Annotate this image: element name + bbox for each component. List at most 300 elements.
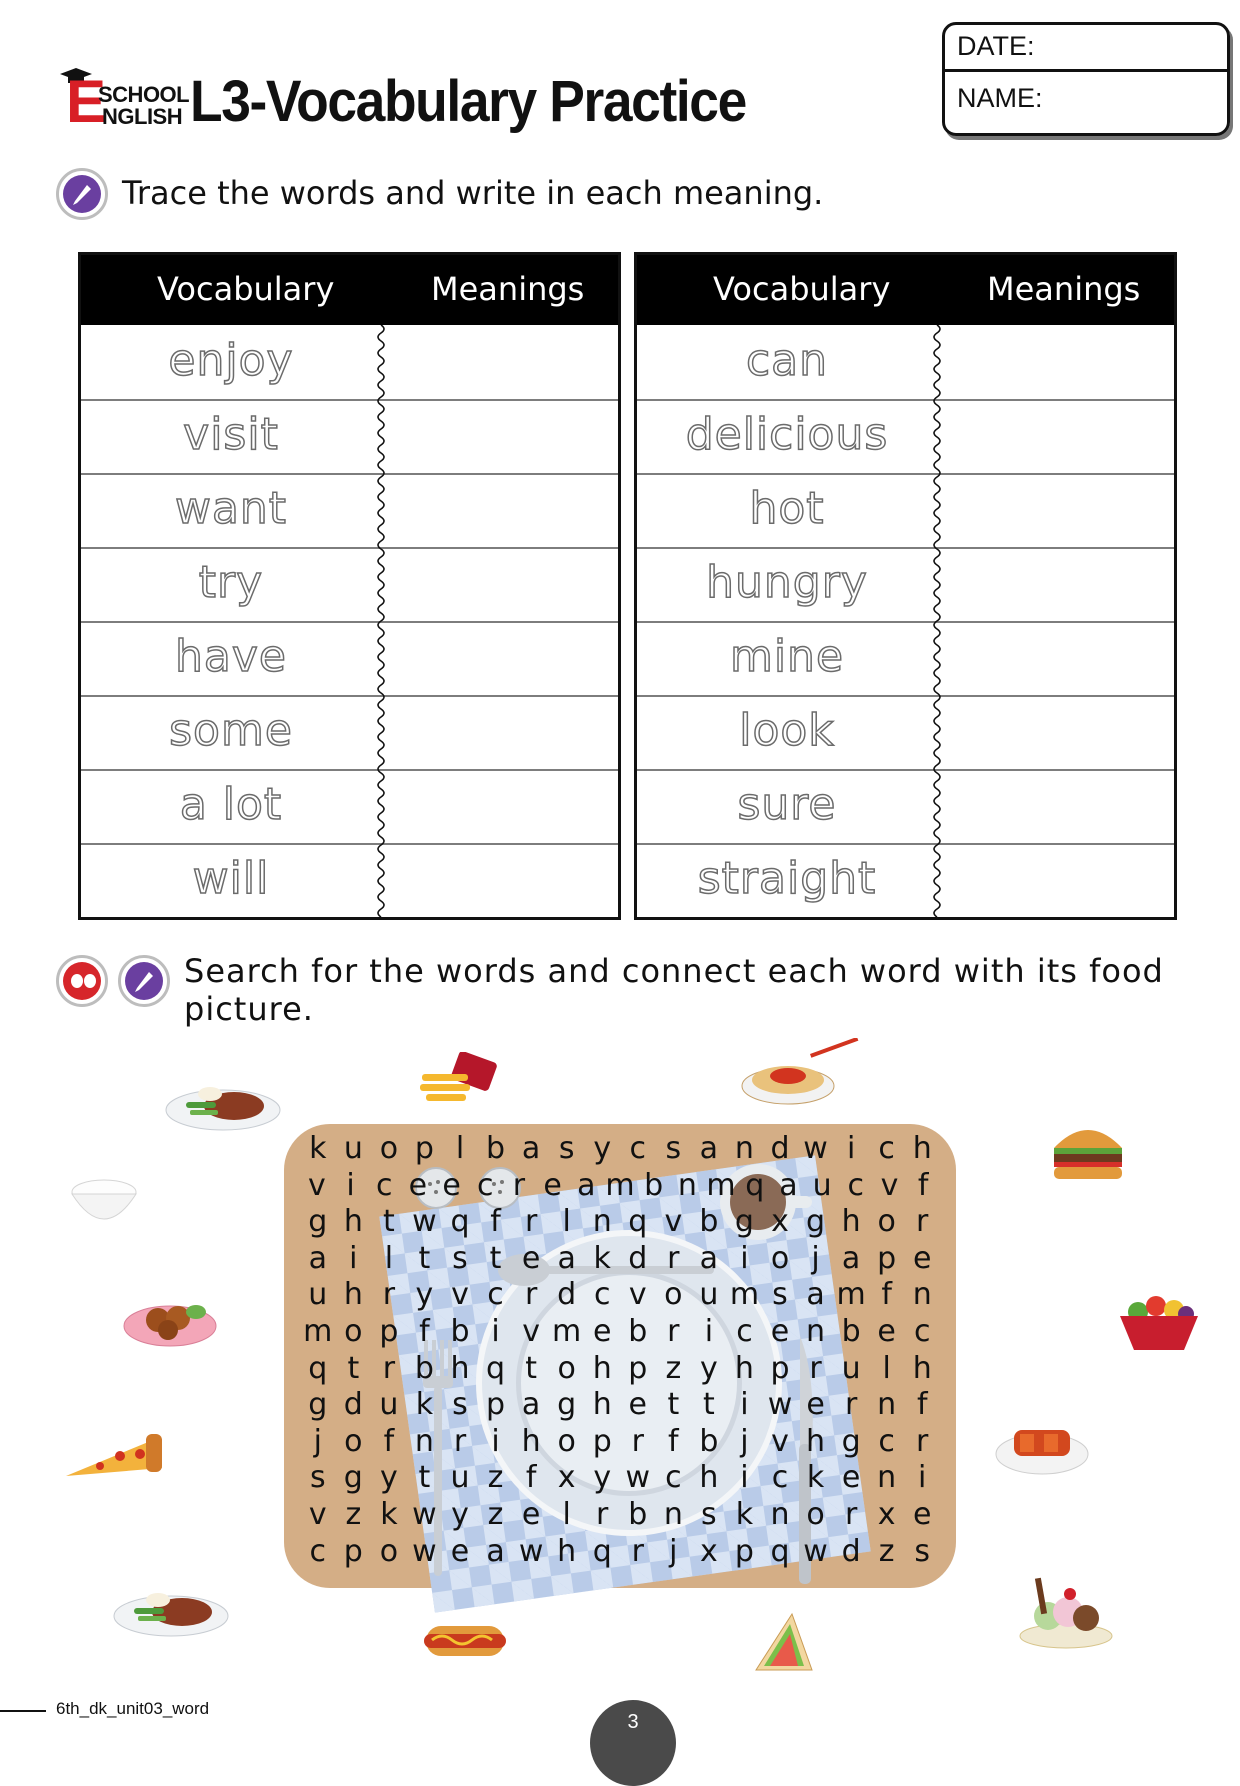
grid-letter[interactable]: n [734,1131,754,1166]
spaghetti-icon[interactable] [740,1038,860,1108]
grid-letter[interactable]: g [841,1423,861,1459]
grid-letter[interactable]: h [521,1423,541,1459]
eyes-icon [56,955,108,1007]
trace-word: delicious [685,409,889,460]
grid-letter[interactable]: a [699,1131,719,1166]
grid-letter[interactable]: o [806,1497,825,1532]
grid-letter[interactable]: l [882,1350,891,1386]
grid-letter[interactable]: k [806,1460,825,1496]
date-name-box [942,22,1230,136]
grid-letter[interactable]: d [628,1240,648,1276]
grid-letter[interactable]: c [771,1460,789,1496]
steak-icon[interactable] [112,1586,230,1638]
grid-letter[interactable]: m [552,1314,582,1349]
grid-letter[interactable]: a [806,1277,825,1313]
grid-letter[interactable]: t [382,1204,395,1240]
meaning-write-area[interactable] [387,695,617,769]
grid-letter[interactable]: o [877,1204,896,1240]
row-divider [81,547,618,549]
grid-letter[interactable]: e [521,1240,541,1276]
grid-letter[interactable]: t [418,1240,431,1276]
grid-letter[interactable]: b [414,1350,434,1386]
grid-letter[interactable]: v [308,1497,327,1532]
meaning-write-area[interactable] [943,473,1173,547]
grid-letter[interactable]: o [664,1277,683,1313]
grid-letter[interactable]: u [699,1277,719,1313]
grid-letter[interactable]: c [878,1131,895,1166]
meaning-write-area[interactable] [943,325,1173,399]
grid-letter[interactable]: s [452,1387,468,1423]
grid-letter[interactable]: r [631,1423,644,1459]
page-number-text: 3 [627,1711,639,1733]
vocabulary-table-right [634,252,1177,920]
grid-letter[interactable]: n [414,1423,434,1459]
grid-letter[interactable]: b [628,1497,648,1532]
grid-letter[interactable]: u [812,1167,832,1203]
grid-letter[interactable]: s [309,1460,326,1496]
row-divider [81,399,618,401]
rice-icon[interactable] [68,1174,140,1236]
grid-letter[interactable]: s [914,1533,931,1569]
grid-letter[interactable]: d [841,1533,861,1569]
table-header [637,255,1174,325]
grid-letter[interactable]: x [699,1533,718,1569]
grid-letter[interactable]: p [379,1314,399,1349]
grid-letter[interactable]: s [665,1131,682,1166]
instruction-search [184,952,1164,1028]
grid-letter[interactable]: n [663,1497,683,1532]
grid-letter[interactable]: r [382,1350,396,1386]
grid-letter[interactable]: e [912,1240,932,1276]
grid-letter[interactable]: a [699,1240,719,1276]
column-header-vocabulary: Vocabulary [713,270,891,308]
grid-letter[interactable]: p [877,1240,897,1276]
grid-letter[interactable]: k [735,1497,754,1532]
column-header-meanings: Meanings [987,270,1141,308]
grid-letter[interactable]: o [379,1131,399,1166]
trace-word: visit [183,409,279,460]
grid-letter[interactable]: w [412,1497,437,1532]
grid-letter[interactable]: v [880,1167,899,1203]
table-header [81,255,618,325]
grid-letter[interactable]: v [664,1204,683,1240]
grid-letter[interactable]: n [877,1460,897,1496]
grid-letter[interactable]: t [489,1240,502,1276]
meaning-write-area[interactable] [943,547,1173,621]
logo-line-2: NGLISH [102,104,183,129]
trace-word: straight [697,853,877,904]
grid-letter[interactable]: l [455,1131,465,1166]
row-divider [81,473,618,475]
grid-letter[interactable]: j [740,1423,749,1459]
column-header-meanings: Meanings [431,270,585,308]
grid-letter[interactable]: z [345,1497,362,1532]
trace-word: hungry [706,557,868,608]
grid-letter[interactable]: c [665,1460,682,1496]
grid-letter[interactable]: t [418,1460,431,1496]
meaning-write-area[interactable] [387,769,617,843]
grid-letter[interactable]: e [841,1460,861,1496]
grid-letter[interactable]: i [349,1240,358,1276]
french-fries-icon[interactable] [418,1052,498,1110]
grid-letter[interactable]: h [557,1533,577,1569]
grid-letter[interactable]: u [450,1460,470,1496]
grid-letter[interactable]: i [491,1423,500,1459]
grid-letter[interactable]: h [343,1204,363,1240]
grid-letter[interactable]: h [592,1350,612,1386]
grid-letter[interactable]: a [577,1167,596,1203]
grid-letter[interactable]: c [878,1423,895,1459]
divider [945,69,1227,72]
grid-letter[interactable]: i [740,1240,749,1276]
grid-letter[interactable]: i [918,1460,927,1496]
grid-letter[interactable]: z [487,1460,504,1496]
grid-letter[interactable]: n [770,1497,790,1532]
lobster-icon[interactable] [994,1416,1090,1476]
trace-word: look [739,705,835,756]
grid-letter[interactable]: u [379,1387,399,1423]
grid-letter[interactable]: u [841,1350,861,1386]
meaning-write-area[interactable] [387,325,617,399]
sandwich-icon[interactable] [752,1610,816,1674]
row-divider [637,399,1174,401]
grid-letter[interactable]: b [486,1131,506,1166]
grid-letter[interactable]: h [734,1350,754,1386]
grid-letter[interactable]: m [303,1314,333,1349]
trace-word: a lot [179,779,283,830]
trace-word: sure [737,779,837,830]
grid-letter[interactable]: p [734,1533,754,1569]
grid-letter[interactable]: u [308,1277,328,1313]
grid-letter[interactable]: i [491,1314,500,1349]
meaning-write-area[interactable] [943,843,1173,917]
grid-letter[interactable]: z [665,1350,682,1386]
grid-letter[interactable]: e [877,1314,896,1349]
grid-letter[interactable]: m [605,1167,635,1203]
grid-letter[interactable]: r [667,1240,680,1276]
grid-letter[interactable]: y [593,1460,612,1496]
trace-word: enjoy [168,335,294,386]
grid-letter[interactable]: o [557,1350,576,1386]
meaning-write-area[interactable] [387,621,617,695]
grid-letter[interactable]: f [525,1460,537,1496]
hamburger-icon[interactable] [1050,1118,1126,1182]
grid-letter[interactable]: g [734,1204,754,1240]
grid-letter[interactable]: j [811,1240,820,1276]
meaning-write-area[interactable] [943,695,1173,769]
grid-letter[interactable]: h [912,1350,932,1386]
vocabulary-table-left [78,252,621,920]
grid-letter[interactable]: h [450,1350,470,1386]
grid-letter[interactable]: s [772,1277,788,1313]
grid-letter[interactable]: x [557,1460,576,1496]
grid-letter[interactable]: a [308,1240,327,1276]
row-divider [637,621,1174,623]
grid-letter[interactable]: w [767,1387,793,1423]
grid-letter[interactable]: r [844,1387,858,1423]
grid-letter[interactable]: b [450,1314,470,1349]
footer-line [0,1710,46,1712]
grid-letter[interactable]: l [562,1497,571,1532]
meaning-write-area[interactable] [943,399,1173,473]
grid-letter[interactable]: w [625,1460,651,1496]
grid-letter[interactable]: b [841,1314,861,1349]
grid-letter[interactable]: m [729,1277,760,1313]
grid-letter[interactable]: c [629,1131,647,1166]
grid-letter[interactable]: c [309,1533,327,1569]
grid-letter[interactable]: b [628,1314,648,1349]
fried-chicken-icon[interactable] [122,1290,218,1348]
grid-letter[interactable]: q [745,1167,765,1203]
grid-letter[interactable]: k [593,1240,611,1276]
trace-word: mine [729,631,845,682]
grid-letter[interactable]: r [512,1167,526,1203]
grid-letter[interactable]: z [487,1497,504,1532]
grid-letter[interactable]: i [346,1167,355,1203]
salad-icon[interactable] [1116,1292,1202,1356]
grid-letter[interactable]: k [380,1497,398,1532]
grid-letter[interactable]: v [628,1277,647,1313]
grid-letter[interactable]: c [847,1167,865,1203]
meaning-write-area[interactable] [387,843,617,917]
grid-letter[interactable]: r [596,1497,609,1532]
grid-letter[interactable]: w [412,1533,437,1569]
footer-code: 6th_dk_unit03_word [56,1699,210,1718]
grid-letter[interactable]: e [450,1533,470,1569]
grid-letter[interactable]: g [343,1460,363,1496]
grid-letter[interactable]: v [451,1277,469,1313]
grid-letter[interactable]: f [490,1204,501,1240]
grid-letter[interactable]: o [557,1423,576,1459]
grid-letter[interactable]: e [442,1167,461,1203]
grid-letter[interactable]: g [557,1387,577,1423]
grid-letter[interactable]: h [699,1460,719,1496]
grid-letter[interactable]: n [592,1204,612,1240]
ice-cream-icon[interactable] [1016,1570,1116,1652]
grid-letter[interactable]: f [881,1277,892,1313]
grid-letter[interactable]: q [450,1204,470,1240]
grid-letter[interactable]: r [631,1533,644,1569]
grid-letter[interactable]: y [593,1131,612,1166]
meaning-write-area[interactable] [387,399,617,473]
grid-letter[interactable]: k [309,1131,327,1166]
grid-letter[interactable]: d [557,1277,577,1313]
grid-letter[interactable]: p [628,1350,648,1386]
grid-letter[interactable]: d [343,1387,363,1423]
row-divider [637,473,1174,475]
grid-letter[interactable]: e [628,1387,647,1423]
grid-letter[interactable]: g [806,1204,826,1240]
meaning-write-area[interactable] [387,473,617,547]
grid-letter[interactable]: w [803,1533,828,1569]
grid-letter[interactable]: q [628,1204,648,1240]
grid-letter[interactable]: y [415,1277,434,1313]
column-header-vocabulary: Vocabulary [157,270,335,308]
grid-letter[interactable]: o [344,1423,363,1459]
grid-letter[interactable]: z [878,1533,895,1569]
word-search-grid[interactable] [300,1132,940,1572]
pencil-icon [56,168,108,220]
grid-letter[interactable]: f [668,1423,679,1459]
grid-letter[interactable]: h [912,1131,932,1166]
grid-letter[interactable]: q [592,1533,612,1569]
grid-letter[interactable]: c [593,1277,611,1313]
grid-letter[interactable]: a [521,1387,541,1423]
grid-letter[interactable]: e [592,1314,612,1349]
date-field[interactable]: DATE: [957,31,1035,61]
grid-letter[interactable]: r [809,1350,822,1386]
grid-letter[interactable]: n [877,1387,897,1423]
grid-letter[interactable]: m [706,1167,736,1203]
grid-letter[interactable]: b [699,1204,719,1240]
row-divider [81,621,618,623]
grid-letter[interactable]: e [543,1167,562,1203]
grid-letter[interactable]: j [313,1423,322,1459]
grid-letter[interactable]: h [841,1204,861,1240]
grid-letter[interactable]: a [521,1131,541,1166]
grid-letter[interactable]: e [770,1314,790,1349]
grid-letter[interactable]: o [344,1314,363,1349]
grid-letter[interactable]: p [770,1350,790,1386]
grid-letter[interactable]: b [699,1423,719,1459]
grid-letter[interactable]: i [740,1460,749,1496]
grid-letter[interactable]: c [487,1277,504,1313]
grid-letter[interactable]: i [740,1387,749,1423]
grid-letter[interactable]: x [771,1204,789,1240]
grid-letter[interactable]: r [524,1204,538,1240]
grid-letter[interactable]: r [524,1277,538,1313]
grid-letter[interactable]: q [486,1350,506,1386]
grid-letter[interactable]: f [916,1387,928,1423]
meaning-write-area[interactable] [943,769,1173,843]
grid-letter[interactable]: k [415,1387,434,1423]
grid-letter[interactable]: t [702,1387,715,1423]
trace-word: have [175,631,287,682]
grid-letter[interactable]: r [916,1204,929,1240]
trace-word: hot [749,483,825,534]
meaning-write-area[interactable] [943,621,1173,695]
grid-letter[interactable]: t [347,1350,360,1386]
grid-letter[interactable]: r [667,1314,680,1349]
grid-letter[interactable]: p [592,1423,612,1459]
grid-letter[interactable]: g [308,1387,328,1423]
grid-letter[interactable]: w [412,1204,437,1240]
name-field[interactable]: NAME: [957,83,1043,113]
grid-letter[interactable]: w [518,1533,544,1569]
grid-letter[interactable]: t [525,1350,537,1386]
grid-letter[interactable]: c [375,1167,393,1203]
page-title: L3-Vocabulary Practice [190,69,746,134]
grid-letter[interactable]: f [383,1423,395,1459]
grid-letter[interactable]: u [343,1131,363,1166]
grid-letter[interactable]: c [913,1314,931,1349]
logo-line-1: SCHOOL [98,82,190,107]
logo-letter: E [66,68,107,135]
grid-letter[interactable]: r [844,1497,858,1532]
row-divider [637,769,1174,771]
hot-dog-icon[interactable] [422,1616,508,1664]
grid-letter[interactable]: o [770,1240,790,1276]
grid-letter[interactable]: q [308,1350,328,1386]
grid-letter[interactable]: e [408,1167,428,1203]
grid-letter[interactable]: y [379,1460,398,1496]
grid-letter[interactable]: i [704,1314,714,1349]
grid-letter[interactable]: y [451,1497,469,1532]
grid-letter[interactable]: a [779,1167,798,1203]
grid-letter[interactable]: j [669,1533,678,1569]
grid-letter[interactable]: g [308,1204,328,1240]
pencil-icon [118,955,170,1007]
grid-letter[interactable]: p [414,1131,434,1166]
trace-word: want [174,483,288,534]
meaning-write-area[interactable] [387,547,617,621]
grid-letter[interactable]: h [343,1277,363,1313]
grid-letter[interactable]: p [486,1387,506,1423]
grid-letter[interactable]: w [803,1131,828,1166]
grid-letter[interactable]: n [677,1167,697,1203]
steak-icon[interactable] [164,1080,282,1132]
pizza-icon[interactable] [62,1432,166,1494]
instruction-line-1: Search for the words and connect each word with its food [184,952,1164,990]
grid-letter[interactable]: n [806,1314,826,1349]
grid-letter[interactable]: a [486,1533,505,1569]
grid-letter[interactable]: v [522,1314,540,1349]
grid-letter[interactable]: d [770,1131,790,1166]
grid-letter[interactable]: s [558,1131,575,1166]
instruction-line-2: picture. [184,990,314,1028]
grid-letter[interactable]: h [806,1423,826,1459]
grid-letter[interactable]: f [917,1167,929,1203]
grid-letter[interactable]: r [382,1277,396,1313]
grid-letter[interactable]: h [592,1387,612,1423]
grid-letter[interactable]: f [419,1314,430,1349]
column-divider [931,325,943,917]
grid-letter[interactable]: c [477,1167,494,1203]
grid-letter[interactable]: a [841,1240,861,1276]
grid-letter[interactable]: e [521,1497,541,1532]
grid-letter[interactable]: x [877,1497,896,1532]
page-number [590,1700,676,1786]
trace-word: will [192,853,270,904]
grid-letter[interactable]: b [644,1167,664,1203]
grid-letter[interactable]: i [846,1131,856,1166]
row-divider [637,547,1174,549]
grid-letter[interactable]: p [343,1533,363,1569]
grid-letter[interactable]: s [701,1497,717,1532]
instruction-trace: Trace the words and write in each meaning. [122,174,824,212]
grid-letter[interactable]: n [912,1277,932,1313]
grid-letter[interactable]: e [912,1497,932,1532]
grid-letter[interactable]: s [452,1240,468,1276]
grid-letter[interactable]: o [379,1533,399,1569]
school-english-logo [58,68,190,135]
grid-letter[interactable]: r [916,1423,929,1459]
grid-letter[interactable]: y [699,1350,718,1386]
grid-letter[interactable]: l [562,1204,571,1240]
row-divider [637,843,1174,845]
grid-letter[interactable]: a [557,1240,576,1276]
grid-letter[interactable]: m [836,1277,866,1313]
grid-letter[interactable]: v [307,1167,326,1203]
grid-letter[interactable]: r [453,1423,467,1459]
grid-letter[interactable]: e [806,1387,825,1423]
grid-letter[interactable]: q [770,1533,790,1569]
grid-letter[interactable]: c [736,1314,753,1349]
row-divider [81,843,618,845]
grid-letter[interactable]: v [771,1423,789,1459]
grid-letter[interactable]: t [667,1387,680,1423]
grid-letter[interactable]: l [384,1240,394,1276]
